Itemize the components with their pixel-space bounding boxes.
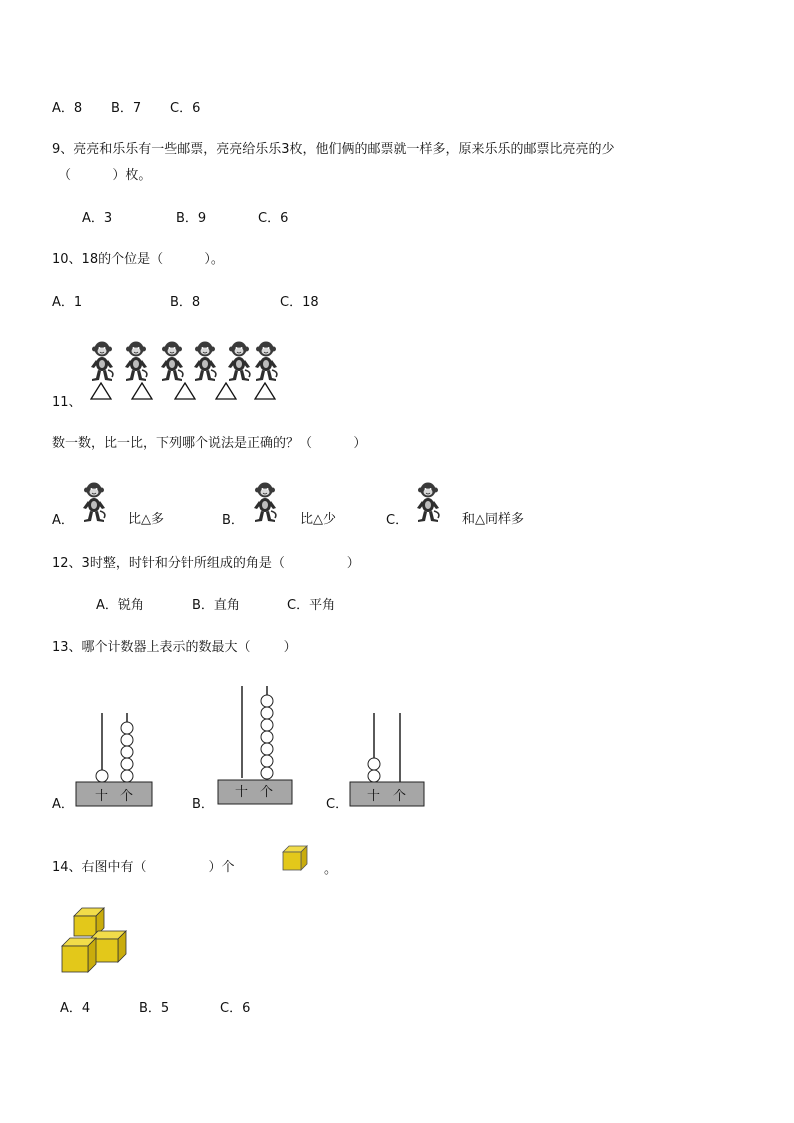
- q13-stem: 13、哪个计数器上表示的数最大（ ）: [52, 640, 297, 655]
- q10-stem: 10、18的个位是（ ）。: [52, 252, 224, 267]
- q13-counter-c-tens-label: 十: [367, 789, 381, 804]
- q11-option-b-text: 比△少: [300, 512, 336, 527]
- bead: [261, 707, 273, 719]
- q10-option-c: C．18: [280, 295, 319, 310]
- q12-option-a: A．锐角: [96, 598, 144, 613]
- q13-counter-c-ones-label: 个: [393, 789, 407, 804]
- q9-option-a: A．3: [82, 211, 113, 226]
- q14-stem-end: 。: [324, 862, 338, 877]
- bead: [261, 695, 273, 707]
- q11-option-c-letter: C．: [386, 513, 409, 528]
- counter-base: [76, 782, 152, 806]
- q9-stem-line2: （ ）枚。: [58, 168, 152, 183]
- q13-counter-b-letter: B．: [192, 797, 214, 812]
- q13-counter-c: [344, 708, 434, 810]
- triangle-icon: [131, 382, 153, 400]
- q13-counter-a: [70, 708, 160, 810]
- q11-option-a-letter: A．: [52, 513, 74, 528]
- q14-option-a: A．4: [60, 1001, 91, 1016]
- q11-option-b-letter: B．: [222, 513, 244, 528]
- bead: [261, 731, 273, 743]
- q11-stem: 数一数，比一比，下列哪个说法是正确的？（ ）: [52, 436, 367, 451]
- monkey-icon: [122, 340, 150, 382]
- q11-option-a-text: 比△多: [128, 512, 164, 527]
- bead: [121, 758, 133, 770]
- q11-triangle-row: [90, 382, 290, 402]
- q14-stem: 14、右图中有（ ）个: [52, 860, 235, 875]
- q14-cube-stack: [60, 906, 132, 974]
- monkey-icon: [252, 340, 280, 382]
- monkey-icon: [225, 340, 253, 382]
- q14-option-c: C．6: [220, 1001, 251, 1016]
- bead: [261, 755, 273, 767]
- q14-option-b: B．5: [139, 1001, 170, 1016]
- q13-counter-b-ones-label: 个: [260, 785, 274, 800]
- bead: [261, 719, 273, 731]
- q9-stem-line1: 9、亮亮和乐乐有一些邮票，亮亮给乐乐3枚，他们俩的邮票就一样多，原来乐乐的邮票比亮亮的少: [52, 142, 615, 157]
- q8-option-c: C．6: [170, 101, 201, 116]
- monkey-icon: [414, 481, 442, 523]
- bead: [121, 746, 133, 758]
- bead: [121, 770, 133, 782]
- q12-option-b: B．直角: [192, 598, 240, 613]
- q12-option-c: C．平角: [287, 598, 336, 613]
- bead: [261, 767, 273, 779]
- triangle-icon: [254, 382, 276, 400]
- monkey-icon: [158, 340, 186, 382]
- triangle-icon: [174, 382, 196, 400]
- q11-monkey-row: [88, 340, 288, 384]
- q12-stem: 12、3时整，时针和分针所组成的角是（ ）: [52, 556, 360, 571]
- q13-counter-a-ones-label: 个: [120, 789, 134, 804]
- q10-option-a: A．1: [52, 295, 83, 310]
- q10-option-b: B．8: [170, 295, 201, 310]
- counter-base: [218, 780, 292, 804]
- q11-number: 11、: [52, 395, 82, 410]
- bead: [368, 758, 380, 770]
- q9-option-c: C．6: [258, 211, 289, 226]
- q8-option-a: A．8: [52, 101, 83, 116]
- bead: [121, 722, 133, 734]
- monkey-icon: [191, 340, 219, 382]
- counter-base: [350, 782, 424, 806]
- triangle-icon: [215, 382, 237, 400]
- q9-option-b: B．9: [176, 211, 207, 226]
- monkey-icon: [251, 481, 279, 523]
- q13-counter-a-tens-label: 十: [95, 789, 109, 804]
- monkey-icon: [88, 340, 116, 382]
- q13-counter-c-letter: C．: [326, 797, 349, 812]
- cube-icon: [281, 845, 309, 871]
- bead: [261, 743, 273, 755]
- q13-counter-b-tens-label: 十: [235, 785, 249, 800]
- bead: [368, 770, 380, 782]
- bead: [121, 734, 133, 746]
- q8-option-b: B．7: [111, 101, 142, 116]
- bead: [96, 770, 108, 782]
- triangle-icon: [90, 382, 112, 400]
- q11-option-c-text: 和△同样多: [462, 512, 524, 527]
- q13-counter-b: [212, 682, 302, 806]
- monkey-icon: [80, 481, 108, 523]
- q13-counter-a-letter: A．: [52, 797, 74, 812]
